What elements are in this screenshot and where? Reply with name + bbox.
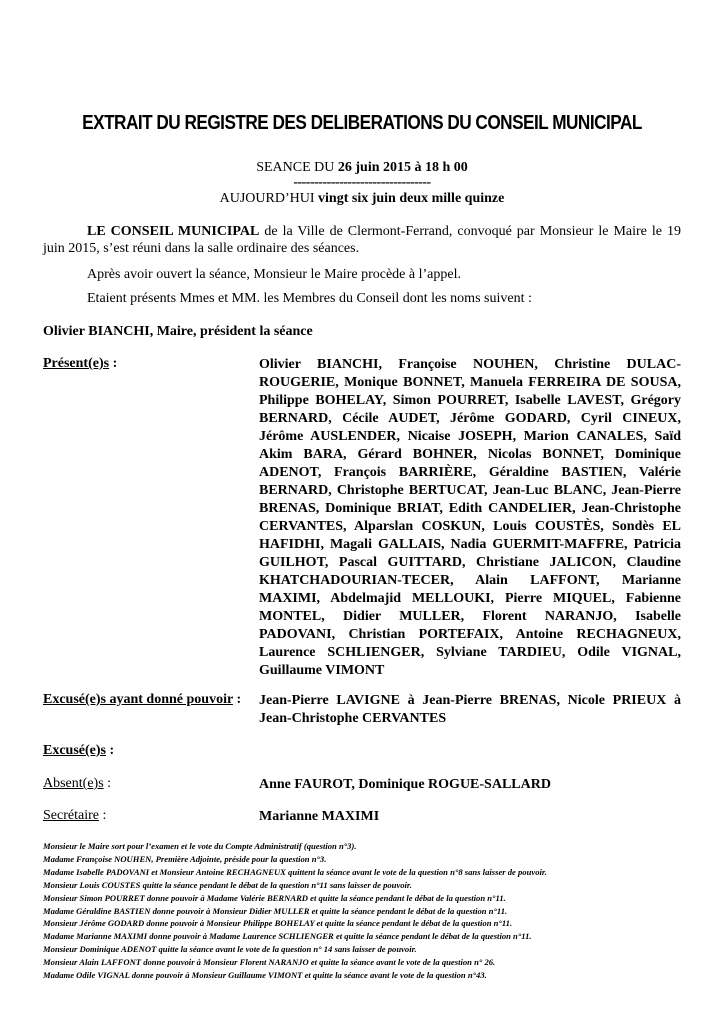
- excuses-pouvoir-label: [43, 692, 241, 708]
- secretaire-name: Marianne MAXIMI: [259, 809, 380, 824]
- seance-prefix: SEANCE DU: [256, 160, 338, 175]
- present-names: Olivier BIANCHI, Françoise NOUHEN, Christine DULAC-ROUGERIE, Monique BONNET, Manuela FERREIRA DE SOUSA, Philippe BOHELAY, Simon POURRET, Isabelle LAVEST, Grégory BERNARD, Cécile AUDET, Jérôme GODARD, Cyril CINEUX, Jérôme AUSLENDER, Nicaise JOSEPH, Marion CANALES, Saïd Akim BARA, Gérard BOHNER, Nicolas BONNET, Dominique ADENOT, François BARRIÈRE, Géraldine BASTIEN, Valérie BERNARD, Christophe BERTUCAT, Jean-Luc BLANC, Jean-Pierre BRENAS, Dominique BRIAT, Edith CANDELIER, Jean-Christophe CERVANTES, Alparslan COSKUN, Louis COUSTÈS, Sondès EL HAFIDHI, Magali GALLAIS, Nadia GUERMIT-MAFFRE, Patricia GUILHOT, Pascal GUITTARD, Christiane JALICON, Claudine KHATCHADOURIAN-TECER, Alain LAFFONT, Marianne MAXIMI, Abdelmajid MELLOUKI, Pierre MIQUEL, Fabienne MONTEL, Didier MULLER, Florent NARANJO, Isabelle PADOVANI, Christian PORTEFAIX, Antoine RECHAGNEUX, Laurence SCHLIENGER, Sylviane TARDIEU, Odile VIGNAL, Guillaume VIMONT: [259, 357, 681, 678]
- aujourdhui-line: [0, 191, 724, 207]
- appel-paragraph: Après avoir ouvert la séance, Monsieur le Maire procède à l’appel.: [87, 267, 461, 282]
- secretaire-label: [43, 808, 106, 824]
- excuses-pouvoir-names: Jean-Pierre LAVIGNE à Jean-Pierre BRENAS, Nicole PRIEUX à Jean-Christophe CERVANTES: [259, 693, 681, 726]
- conseil-text: de la Ville de Clermont-Ferrand, convoqué par Monsieur le Maire le 19 juin 2015, s’est réuni dans la salle ordinaire des séances.: [43, 224, 681, 256]
- excuses-label: [43, 743, 114, 759]
- notes-list: [43, 840, 703, 982]
- secretaire-label-colon: :: [98, 808, 107, 823]
- excuses-label-text: Excusé(e)s: [43, 743, 106, 758]
- present-label: [43, 356, 117, 372]
- secretaire-label-text: Secrétaire: [43, 808, 99, 823]
- note-item: Monsieur Louis COUSTES quitte la séance pendant le débat de la question n°11 sans laisser de pouvoir.: [43, 879, 412, 890]
- presents-intro-paragraph: Etaient présents Mmes et MM. les Membres du Conseil dont les noms suivent :: [87, 291, 532, 306]
- note-item: Monsieur Simon POURRET donne pouvoir à Madame Valérie BERNARD et quitte la séance pendant le débat de la question n°11.: [43, 892, 506, 903]
- excuses-label-colon: :: [106, 743, 115, 758]
- note-item: Madame Marianne MAXIMI donne pouvoir à Madame Laurence SCHLIENGER et quitte la séance pendant le débat de la question n°11.: [43, 931, 532, 942]
- excuses-pouvoir-label-colon: :: [232, 692, 242, 707]
- note-item: Madame Françoise NOUHEN, Première Adjointe, préside pour la question n°3.: [43, 853, 327, 864]
- absents-label: [43, 776, 111, 792]
- absents-names: Anne FAUROT, Dominique ROGUE-SALLARD: [259, 777, 551, 792]
- document-title: EXTRAIT DU REGISTRE DES DELIBERATIONS DU CONSEIL MUNICIPAL: [82, 112, 642, 134]
- conseil-bold: LE CONSEIL MUNICIPAL: [87, 224, 260, 239]
- seance-date: 26 juin 2015 à 18 h 00: [337, 160, 468, 175]
- absents-label-text: Absent(e)s: [43, 776, 104, 791]
- note-item: Madame Isabelle PADOVANI et Monsieur Antoine RECHAGNEUX quittent la séance avant le vote de la question n°8 sans laisser de pouvoir.: [43, 866, 547, 877]
- note-item: Monsieur le Maire sort pour l’examen et le vote du Compte Administratif (question n°3).: [43, 841, 357, 851]
- present-label-text: Présent(e)s: [43, 356, 110, 371]
- note-item: Madame Odile VIGNAL donne pouvoir à Monsieur Guillaume VIMONT et quitte la séance avant le vote de la question n°43.: [43, 970, 487, 981]
- note-item: Monsieur Dominique ADENOT quitte la séance avant le vote de la question n° 14 sans laisser de pouvoir.: [43, 944, 417, 955]
- aujourdhui-date: vingt six juin deux mille quinze: [318, 191, 505, 206]
- absents-label-colon: :: [103, 776, 112, 791]
- note-item: Monsieur Jérôme GODARD donne pouvoir à Monsieur Philippe BOHELAY et quitte la séance pendant le débat de la question n°11.: [43, 918, 513, 929]
- seance-line: [0, 160, 724, 176]
- president-line: Olivier BIANCHI, Maire, président la séance: [43, 324, 313, 339]
- conseil-paragraph: [43, 223, 681, 257]
- note-item: Madame Géraldine BASTIEN donne pouvoir à Monsieur Didier MULLER et quitte la séance pendant le débat de la question n°11.: [43, 905, 508, 916]
- separator-line: ---------------------------------: [293, 175, 431, 190]
- excuses-pouvoir-label-text: Excusé(e)s ayant donné pouvoir: [43, 692, 233, 707]
- note-item: Monsieur Alain LAFFONT donne pouvoir à Monsieur Florent NARANJO et quitte la séance avant le vote de la question n° 26.: [43, 957, 496, 968]
- aujourdhui-prefix: AUJOURD’HUI: [219, 191, 319, 206]
- present-label-colon: :: [109, 356, 118, 371]
